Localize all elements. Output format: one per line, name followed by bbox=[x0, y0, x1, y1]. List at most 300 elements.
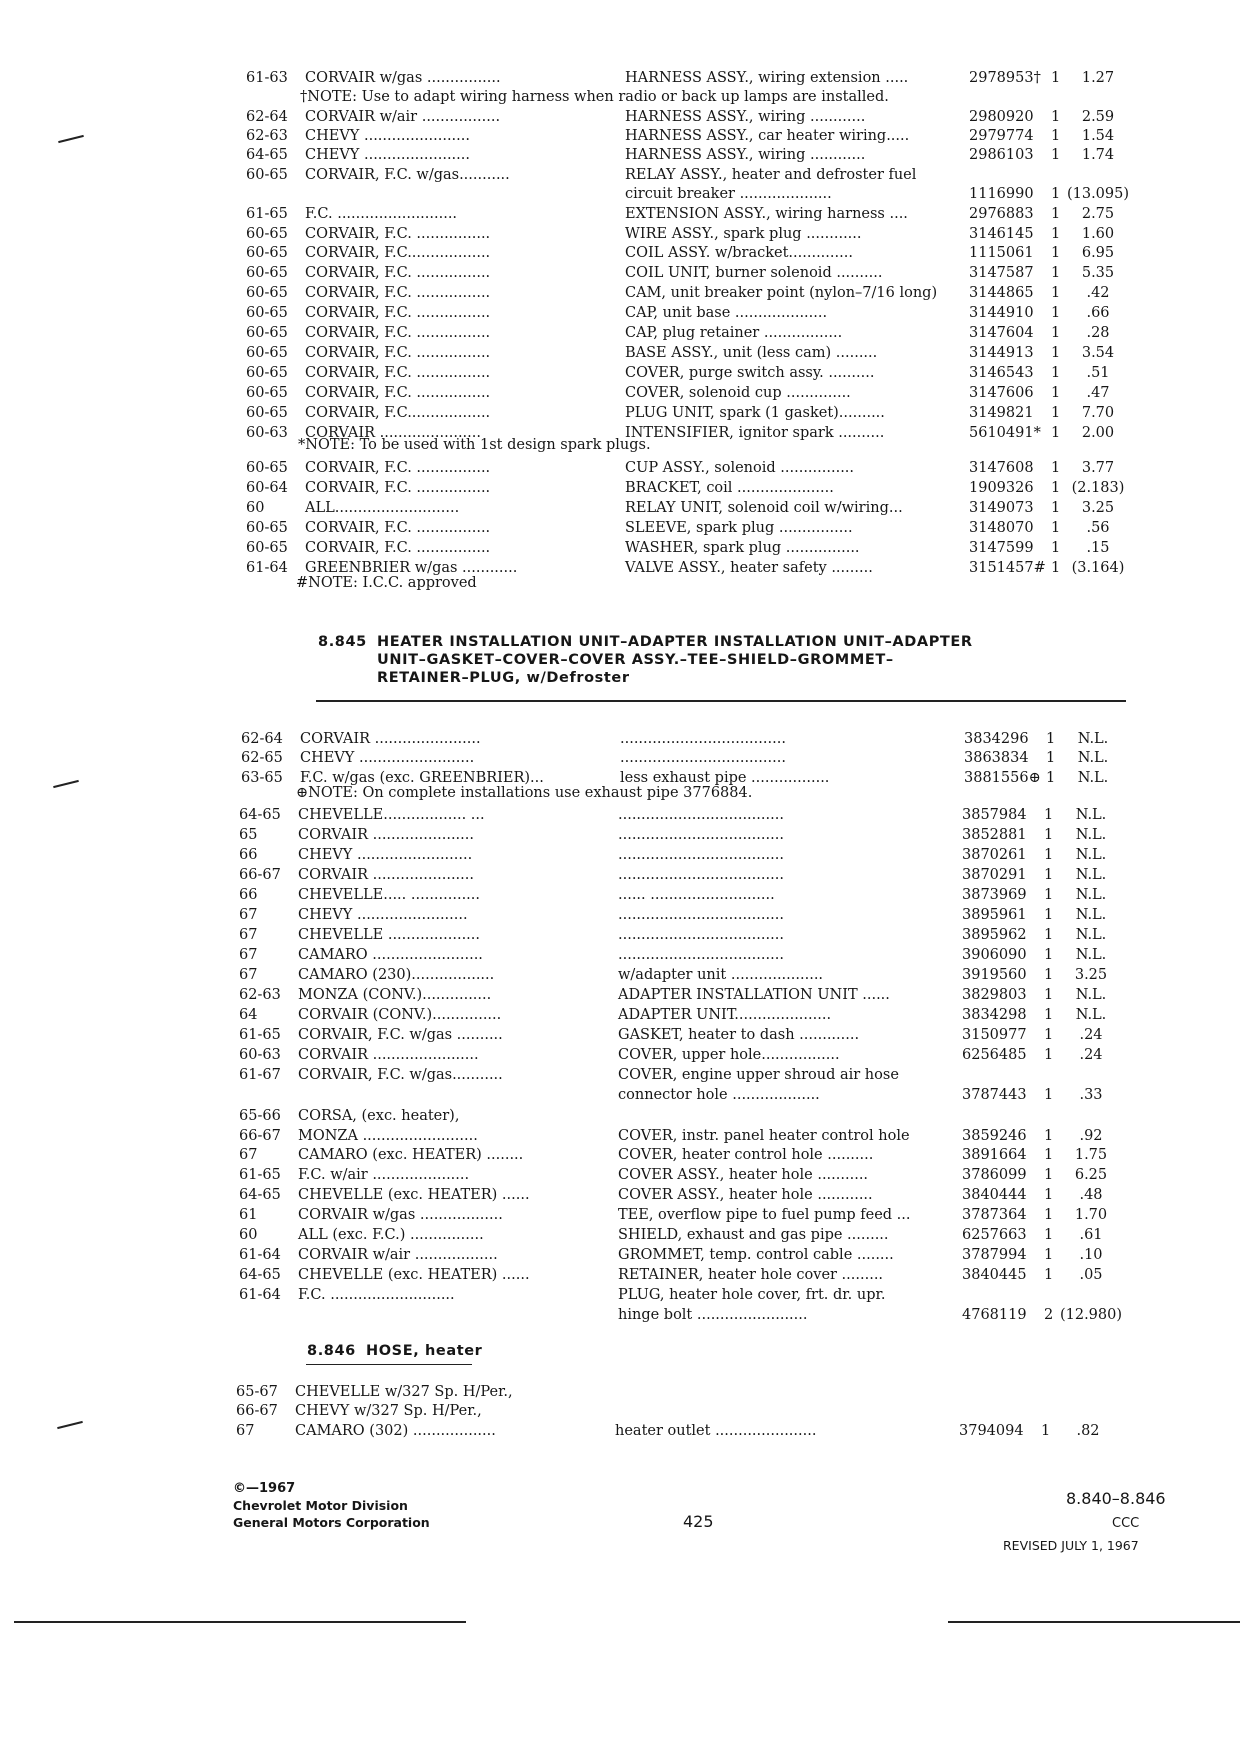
year-range: 66-67 bbox=[239, 1128, 281, 1144]
year-range: 64-65 bbox=[239, 807, 281, 823]
price: .66 bbox=[1086, 305, 1110, 321]
part-number: 3870261 bbox=[962, 847, 1027, 863]
table-row bbox=[0, 184, 1248, 204]
year-range: 61-67 bbox=[239, 1067, 281, 1083]
quantity: 1 bbox=[1051, 226, 1061, 242]
footer-division: Chevrolet Motor Division bbox=[233, 1498, 408, 1513]
price: N.L. bbox=[1077, 770, 1109, 786]
table-row bbox=[0, 1382, 1238, 1402]
quantity: 1 bbox=[1051, 385, 1061, 401]
price: (2.183) bbox=[1071, 480, 1125, 496]
table-row bbox=[0, 363, 1248, 383]
part-number: 3906090 bbox=[962, 947, 1027, 963]
vehicle-model: CHEVELLE w/327 Sp. H/Per., bbox=[295, 1384, 513, 1400]
part-number: 3786099 bbox=[962, 1167, 1027, 1183]
year-range: 62-63 bbox=[239, 987, 281, 1003]
section-title-line-1: HEATER INSTALLATION UNIT–ADAPTER INSTALLATION UNIT–ADAPTER bbox=[377, 634, 973, 650]
vehicle-model: CAMARO (exc. HEATER) ........ bbox=[298, 1147, 524, 1163]
year-range: 64-65 bbox=[246, 147, 288, 163]
table-row bbox=[0, 885, 1241, 905]
table-row bbox=[0, 1106, 1241, 1126]
year-range: 60-65 bbox=[246, 305, 288, 321]
part-number: 1909326 bbox=[969, 480, 1034, 496]
part-description: COVER, engine upper shroud air hose bbox=[618, 1067, 899, 1083]
table-row bbox=[0, 145, 1248, 165]
part-number: 6257663 bbox=[962, 1227, 1027, 1243]
quantity: 1 bbox=[1051, 460, 1061, 476]
part-description: heater outlet ...................... bbox=[615, 1423, 817, 1439]
table-row bbox=[0, 805, 1241, 825]
part-description: WASHER, spark plug ................ bbox=[625, 540, 860, 556]
quantity: 1 bbox=[1046, 731, 1056, 747]
vehicle-model: F.C. ........................... bbox=[298, 1287, 455, 1303]
table-row bbox=[0, 985, 1241, 1005]
part-number: 3787994 bbox=[962, 1247, 1027, 1263]
table-row bbox=[0, 403, 1248, 423]
part-number: 3787364 bbox=[962, 1207, 1027, 1223]
price: 1.74 bbox=[1081, 147, 1115, 163]
price: N.L. bbox=[1075, 987, 1107, 1003]
part-description: COVER ASSY., heater hole ........... bbox=[618, 1167, 869, 1183]
price: 2.75 bbox=[1081, 206, 1115, 222]
price: 7.70 bbox=[1081, 405, 1115, 421]
part-number: 3151457# bbox=[969, 560, 1046, 576]
part-number: 3148070 bbox=[969, 520, 1034, 536]
year-range: 64-65 bbox=[239, 1187, 281, 1203]
quantity: 1 bbox=[1044, 1267, 1054, 1283]
part-number: 3147606 bbox=[969, 385, 1034, 401]
price: 1.75 bbox=[1074, 1147, 1108, 1163]
quantity: 1 bbox=[1051, 128, 1061, 144]
vehicle-model: CHEVY w/327 Sp. H/Per., bbox=[295, 1403, 482, 1419]
price: N.L. bbox=[1075, 887, 1107, 903]
price: (12.980) bbox=[1059, 1307, 1123, 1323]
table-row bbox=[0, 729, 1243, 749]
year-range: 61-65 bbox=[246, 206, 288, 222]
year-range: 60-65 bbox=[246, 540, 288, 556]
part-number: 3852881 bbox=[962, 827, 1027, 843]
part-description: RETAINER, heater hole cover ......... bbox=[618, 1267, 884, 1283]
table-row bbox=[0, 498, 1248, 518]
table-row bbox=[0, 1245, 1241, 1265]
part-description: COIL UNIT, burner solenoid .......... bbox=[625, 265, 883, 281]
vehicle-model: CORVAIR, F.C. w/gas........... bbox=[298, 1067, 503, 1083]
price: 1.54 bbox=[1081, 128, 1115, 144]
vehicle-model: CORVAIR, F.C. ................ bbox=[305, 540, 491, 556]
year-range: 61-64 bbox=[239, 1287, 281, 1303]
part-description: BRACKET, coil ..................... bbox=[625, 480, 834, 496]
part-number: 3870291 bbox=[962, 867, 1027, 883]
section-rule bbox=[316, 700, 1126, 702]
vehicle-model: ALL........................... bbox=[305, 500, 460, 516]
part-description: HARNESS ASSY., wiring ............ bbox=[625, 109, 866, 125]
part-number: 3147599 bbox=[969, 540, 1034, 556]
price: N.L. bbox=[1075, 947, 1107, 963]
table-row bbox=[0, 825, 1241, 845]
vehicle-model: GREENBRIER w/gas ............ bbox=[305, 560, 518, 576]
table-row bbox=[0, 458, 1248, 478]
year-range: 62-64 bbox=[246, 109, 288, 125]
part-number: 3840445 bbox=[962, 1267, 1027, 1283]
quantity: 1 bbox=[1044, 907, 1054, 923]
vehicle-model: CORVAIR, F.C.................. bbox=[305, 245, 491, 261]
table-row bbox=[0, 1285, 1241, 1305]
price: .42 bbox=[1086, 285, 1110, 301]
vehicle-model: CORVAIR, F.C. ................ bbox=[305, 345, 491, 361]
vehicle-model: CHEVELLE (exc. HEATER) ...... bbox=[298, 1187, 530, 1203]
part-number: 2979774 bbox=[969, 128, 1034, 144]
part-description: HARNESS ASSY., car heater wiring..... bbox=[625, 128, 910, 144]
quantity: 1 bbox=[1046, 770, 1056, 786]
year-range: 60-65 bbox=[246, 460, 288, 476]
quantity: 1 bbox=[1044, 1167, 1054, 1183]
quantity: 1 bbox=[1044, 867, 1054, 883]
part-description: .................................... bbox=[618, 847, 784, 863]
table-row bbox=[0, 1065, 1241, 1085]
year-range: 60-65 bbox=[246, 245, 288, 261]
table-row bbox=[0, 224, 1248, 244]
part-number: 3144865 bbox=[969, 285, 1034, 301]
section-underline-hose bbox=[306, 1364, 472, 1365]
quantity: 1 bbox=[1051, 245, 1061, 261]
price: .28 bbox=[1086, 325, 1110, 341]
part-number: 3919560 bbox=[962, 967, 1027, 983]
year-range: 65 bbox=[239, 827, 258, 843]
table-row bbox=[0, 1085, 1241, 1105]
quantity: 1 bbox=[1051, 500, 1061, 516]
vehicle-model: CHEVELLE .................... bbox=[298, 927, 481, 943]
vehicle-model: CORVAIR w/air ................. bbox=[305, 109, 501, 125]
part-description: VALVE ASSY., heater safety ......... bbox=[625, 560, 873, 576]
quantity: 1 bbox=[1044, 1047, 1054, 1063]
quantity: 1 bbox=[1044, 887, 1054, 903]
year-range: 60-65 bbox=[246, 265, 288, 281]
part-description: .................................... bbox=[620, 731, 786, 747]
part-description: WIRE ASSY., spark plug ............ bbox=[625, 226, 862, 242]
table-row bbox=[0, 1305, 1241, 1325]
part-number: 3829803 bbox=[962, 987, 1027, 1003]
vehicle-model: CORVAIR ...................... bbox=[298, 867, 474, 883]
part-description: COVER, instr. panel heater control hole bbox=[618, 1128, 910, 1144]
part-description: ADAPTER UNIT..................... bbox=[618, 1007, 832, 1023]
price: 2.59 bbox=[1081, 109, 1115, 125]
vehicle-model: CHEVY ......................... bbox=[298, 847, 473, 863]
vehicle-model: CORVAIR, F.C. w/gas........... bbox=[305, 167, 510, 183]
part-description: INTENSIFIER, ignitor spark .......... bbox=[625, 425, 885, 441]
price: N.L. bbox=[1075, 807, 1107, 823]
table-row bbox=[0, 925, 1241, 945]
quantity: 1 bbox=[1051, 345, 1061, 361]
section-number-8845: 8.845 bbox=[318, 634, 367, 650]
page-number: 425 bbox=[683, 1512, 714, 1531]
year-range: 64 bbox=[239, 1007, 258, 1023]
quantity: 1 bbox=[1044, 1147, 1054, 1163]
vehicle-model: CORVAIR, F.C. ................ bbox=[305, 460, 491, 476]
year-range: 62-64 bbox=[241, 731, 283, 747]
vehicle-model: CAMARO (230).................. bbox=[298, 967, 495, 983]
vehicle-model: CHEVY ......................... bbox=[300, 750, 475, 766]
footer-revised-date: REVISED JULY 1, 1967 bbox=[1003, 1538, 1139, 1553]
vehicle-model: CAMARO ........................ bbox=[298, 947, 483, 963]
table-row bbox=[0, 283, 1248, 303]
part-description: .................................... bbox=[618, 947, 784, 963]
bottom-rule-right bbox=[948, 1621, 1240, 1623]
part-number: 3146145 bbox=[969, 226, 1034, 242]
year-range: 65-67 bbox=[236, 1384, 278, 1400]
price: 3.25 bbox=[1081, 500, 1115, 516]
year-range: 60-64 bbox=[246, 480, 288, 496]
section-title-line-3: RETAINER–PLUG, w/Defroster bbox=[377, 670, 630, 686]
part-description: .................................... bbox=[620, 750, 786, 766]
price: 3.77 bbox=[1081, 460, 1115, 476]
price: .82 bbox=[1076, 1423, 1100, 1439]
vehicle-model: CHEVELLE..... ............... bbox=[298, 887, 481, 903]
quantity: 1 bbox=[1051, 285, 1061, 301]
part-number: 3144913 bbox=[969, 345, 1034, 361]
part-description: .................................... bbox=[618, 827, 784, 843]
year-range: 61-63 bbox=[246, 70, 288, 86]
year-range: 60-65 bbox=[246, 226, 288, 242]
price: 3.54 bbox=[1081, 345, 1115, 361]
year-range: 64-65 bbox=[239, 1267, 281, 1283]
table-row bbox=[0, 107, 1248, 127]
year-range: 60-65 bbox=[246, 405, 288, 421]
quantity: 1 bbox=[1044, 967, 1054, 983]
year-range: 61-65 bbox=[239, 1167, 281, 1183]
year-range: 66-67 bbox=[239, 867, 281, 883]
year-range: 67 bbox=[239, 947, 258, 963]
part-number: 3895962 bbox=[962, 927, 1027, 943]
footer-copyright: ©—1967 bbox=[233, 1481, 296, 1496]
price: .05 bbox=[1079, 1267, 1103, 1283]
year-range: 60-65 bbox=[246, 385, 288, 401]
price: 6.25 bbox=[1074, 1167, 1108, 1183]
footer-section-range: 8.840–8.846 bbox=[1066, 1489, 1166, 1508]
part-number: 2978953† bbox=[969, 70, 1041, 86]
vehicle-model: CORVAIR ...................... bbox=[298, 827, 474, 843]
table-row bbox=[0, 1205, 1241, 1225]
year-range: 60-65 bbox=[246, 285, 288, 301]
quantity: 1 bbox=[1051, 70, 1061, 86]
year-range: 60-65 bbox=[246, 345, 288, 361]
part-number: 3873969 bbox=[962, 887, 1027, 903]
part-description: circuit breaker .................... bbox=[625, 186, 832, 202]
vehicle-model: CAMARO (302) .................. bbox=[295, 1423, 496, 1439]
price: .92 bbox=[1079, 1128, 1103, 1144]
vehicle-model: F.C. w/air ..................... bbox=[298, 1167, 470, 1183]
part-description: PLUG UNIT, spark (1 gasket).......... bbox=[625, 405, 885, 421]
part-number: 3147587 bbox=[969, 265, 1034, 281]
price: N.L. bbox=[1077, 731, 1109, 747]
table-row bbox=[0, 1126, 1241, 1146]
year-range: 61 bbox=[239, 1207, 258, 1223]
year-range: 60-65 bbox=[246, 520, 288, 536]
table-row bbox=[0, 845, 1241, 865]
table-row bbox=[0, 263, 1248, 283]
quantity: 1 bbox=[1051, 480, 1061, 496]
quantity: 1 bbox=[1044, 1247, 1054, 1263]
vehicle-model: CORVAIR, F.C. ................ bbox=[305, 285, 491, 301]
quantity: 1 bbox=[1051, 109, 1061, 125]
price: N.L. bbox=[1075, 847, 1107, 863]
part-description: hinge bolt ........................ bbox=[618, 1307, 808, 1323]
quantity: 1 bbox=[1041, 1423, 1051, 1439]
price: 1.60 bbox=[1081, 226, 1115, 242]
quantity: 1 bbox=[1044, 807, 1054, 823]
section-title-hose: HOSE, heater bbox=[366, 1343, 483, 1359]
note-spark-plugs: *NOTE: To be used with 1st design spark plugs. bbox=[298, 437, 651, 453]
vehicle-model: CHEVELLE.................. ... bbox=[298, 807, 485, 823]
vehicle-model: F.C. .......................... bbox=[305, 206, 458, 222]
price: 6.95 bbox=[1081, 245, 1115, 261]
quantity: 1 bbox=[1044, 1207, 1054, 1223]
part-description: CAP, plug retainer ................. bbox=[625, 325, 843, 341]
footer-code: CCC bbox=[1112, 1516, 1140, 1531]
price: (13.095) bbox=[1066, 186, 1130, 202]
vehicle-model: ALL (exc. F.C.) ................ bbox=[298, 1227, 484, 1243]
year-range: 67 bbox=[236, 1423, 255, 1439]
part-number: 3857984 bbox=[962, 807, 1027, 823]
table-row bbox=[0, 538, 1248, 558]
quantity: 1 bbox=[1051, 325, 1061, 341]
price: .15 bbox=[1086, 540, 1110, 556]
year-range: 67 bbox=[239, 907, 258, 923]
table-row bbox=[0, 518, 1248, 538]
year-range: 61-64 bbox=[246, 560, 288, 576]
year-range: 67 bbox=[239, 967, 258, 983]
part-number: 3794094 bbox=[959, 1423, 1024, 1439]
part-number: 3834298 bbox=[962, 1007, 1027, 1023]
quantity: 1 bbox=[1051, 265, 1061, 281]
part-description: .................................... bbox=[618, 867, 784, 883]
price: .33 bbox=[1079, 1087, 1103, 1103]
part-description: CUP ASSY., solenoid ................ bbox=[625, 460, 855, 476]
part-number: 3840444 bbox=[962, 1187, 1027, 1203]
quantity: 1 bbox=[1046, 750, 1056, 766]
part-description: COVER, purge switch assy. .......... bbox=[625, 365, 875, 381]
part-number: 1116990 bbox=[969, 186, 1034, 202]
vehicle-model: CORVAIR (CONV.)............... bbox=[298, 1007, 502, 1023]
year-range: 62-65 bbox=[241, 750, 283, 766]
vehicle-model: MONZA ......................... bbox=[298, 1128, 478, 1144]
vehicle-model: CORVAIR w/gas .................. bbox=[298, 1207, 503, 1223]
part-description: TEE, overflow pipe to fuel pump feed ... bbox=[618, 1207, 911, 1223]
part-description: COIL ASSY. w/bracket.............. bbox=[625, 245, 853, 261]
part-number: 3891664 bbox=[962, 1147, 1027, 1163]
table-row bbox=[0, 323, 1248, 343]
year-range: 62-63 bbox=[246, 128, 288, 144]
vehicle-model: CORVAIR, F.C. ................ bbox=[305, 226, 491, 242]
part-description: connector hole ................... bbox=[618, 1087, 820, 1103]
part-number: 3149821 bbox=[969, 405, 1034, 421]
quantity: 1 bbox=[1044, 1128, 1054, 1144]
price: .56 bbox=[1086, 520, 1110, 536]
part-number: 3881556⊕ bbox=[964, 770, 1041, 786]
price: 1.70 bbox=[1074, 1207, 1108, 1223]
price: 5.35 bbox=[1081, 265, 1115, 281]
quantity: 1 bbox=[1051, 206, 1061, 222]
quantity: 1 bbox=[1044, 1027, 1054, 1043]
table-row bbox=[0, 243, 1248, 263]
vehicle-model: CORVAIR, F.C. w/gas .......... bbox=[298, 1027, 503, 1043]
vehicle-model: CORVAIR, F.C. ................ bbox=[305, 305, 491, 321]
price: N.L. bbox=[1075, 927, 1107, 943]
part-description: EXTENSION ASSY., wiring harness .... bbox=[625, 206, 908, 222]
quantity: 1 bbox=[1044, 847, 1054, 863]
part-number: 3150977 bbox=[962, 1027, 1027, 1043]
vehicle-model: CORSA, (exc. heater), bbox=[298, 1108, 460, 1124]
year-range: 60-63 bbox=[246, 425, 288, 441]
part-description: COVER ASSY., heater hole ............ bbox=[618, 1187, 873, 1203]
table-row bbox=[0, 558, 1248, 578]
year-range: 66 bbox=[239, 887, 258, 903]
table-row bbox=[0, 165, 1248, 185]
part-number: 3834296 bbox=[964, 731, 1029, 747]
price: N.L. bbox=[1075, 1007, 1107, 1023]
part-description: CAP, unit base .................... bbox=[625, 305, 828, 321]
year-range: 67 bbox=[239, 927, 258, 943]
year-range: 65-66 bbox=[239, 1108, 281, 1124]
price: N.L. bbox=[1075, 827, 1107, 843]
vehicle-model: CORVAIR ....................... bbox=[298, 1047, 479, 1063]
year-range: 60-65 bbox=[246, 365, 288, 381]
vehicle-model: CORVAIR w/air .................. bbox=[298, 1247, 498, 1263]
year-range: 66-67 bbox=[236, 1403, 278, 1419]
part-number: 2976883 bbox=[969, 206, 1034, 222]
footer-corporation: General Motors Corporation bbox=[233, 1515, 430, 1530]
table-row bbox=[0, 1145, 1241, 1165]
quantity: 1 bbox=[1044, 987, 1054, 1003]
part-description: SLEEVE, spark plug ................ bbox=[625, 520, 853, 536]
year-range: 66 bbox=[239, 847, 258, 863]
quantity: 1 bbox=[1051, 305, 1061, 321]
vehicle-model: CORVAIR, F.C. ................ bbox=[305, 365, 491, 381]
vehicle-model: CORVAIR ...................... bbox=[305, 425, 481, 441]
year-range: 67 bbox=[239, 1147, 258, 1163]
price: .24 bbox=[1079, 1047, 1103, 1063]
part-description: PLUG, heater hole cover, frt. dr. upr. bbox=[618, 1287, 886, 1303]
price: N.L. bbox=[1077, 750, 1109, 766]
price: (3.164) bbox=[1071, 560, 1125, 576]
part-description: RELAY UNIT, solenoid coil w/wiring... bbox=[625, 500, 903, 516]
vehicle-model: MONZA (CONV.)............... bbox=[298, 987, 492, 1003]
part-description: COVER, solenoid cup .............. bbox=[625, 385, 851, 401]
year-range: 61-65 bbox=[239, 1027, 281, 1043]
table-row bbox=[0, 965, 1241, 985]
quantity: 1 bbox=[1051, 147, 1061, 163]
vehicle-model: CORVAIR, F.C. ................ bbox=[305, 520, 491, 536]
table-row bbox=[0, 1265, 1241, 1285]
vehicle-model: CORVAIR ....................... bbox=[300, 731, 481, 747]
part-description: .................................... bbox=[618, 907, 784, 923]
year-range: 60 bbox=[239, 1227, 258, 1243]
table-row bbox=[0, 1225, 1241, 1245]
year-range: 60-65 bbox=[246, 167, 288, 183]
part-number: 3859246 bbox=[962, 1128, 1027, 1144]
part-number: 3146543 bbox=[969, 365, 1034, 381]
quantity: 1 bbox=[1051, 405, 1061, 421]
vehicle-model: CHEVY ....................... bbox=[305, 147, 470, 163]
quantity: 1 bbox=[1051, 186, 1061, 202]
quantity: 1 bbox=[1051, 365, 1061, 381]
vehicle-model: CORVAIR, F.C. ................ bbox=[305, 325, 491, 341]
part-description: SHIELD, exhaust and gas pipe ......... bbox=[618, 1227, 889, 1243]
price: 2.00 bbox=[1081, 425, 1115, 441]
table-row bbox=[0, 1185, 1241, 1205]
part-number: 6256485 bbox=[962, 1047, 1027, 1063]
table-row bbox=[0, 343, 1248, 363]
vehicle-model: CHEVY ....................... bbox=[305, 128, 470, 144]
